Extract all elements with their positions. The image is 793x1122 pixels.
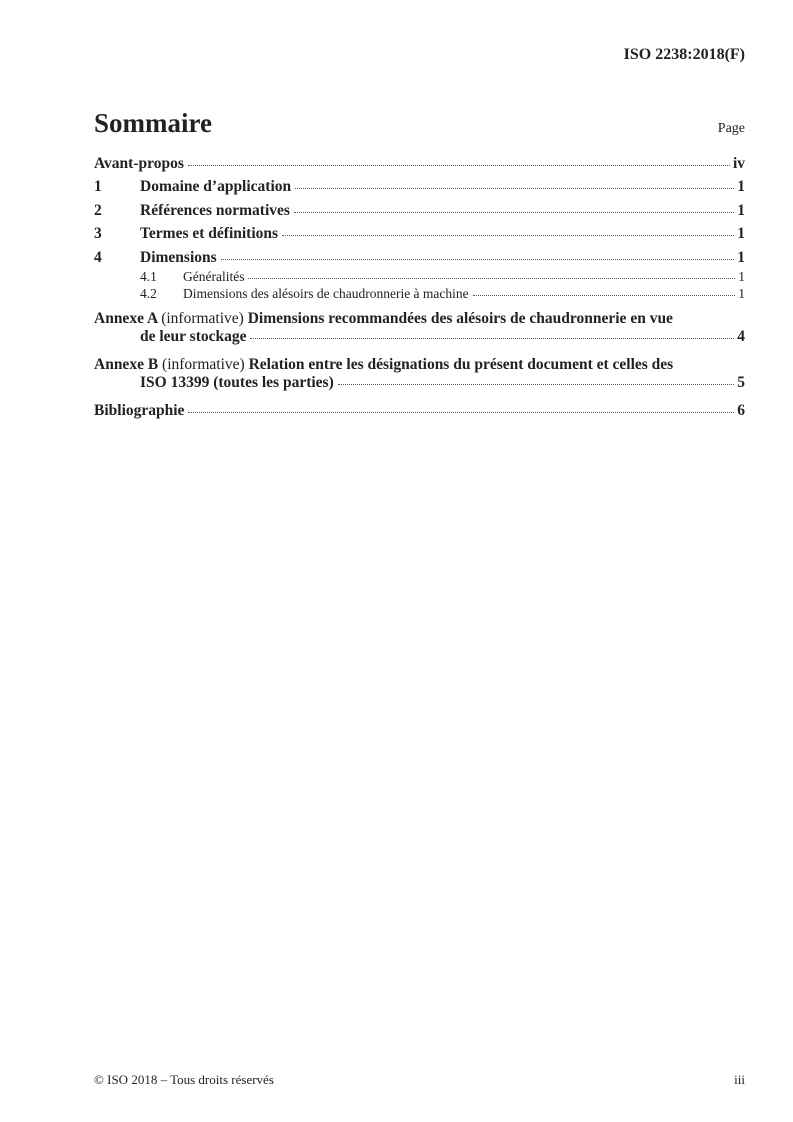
page-number: 5 — [737, 373, 745, 391]
leader-dots — [221, 259, 735, 260]
page-number: 1 — [737, 248, 745, 266]
leader-dots — [282, 235, 734, 236]
entry-title: Termes et définitions — [140, 225, 279, 243]
toc-entry-bibliographie — [94, 401, 745, 420]
page-number: 1 — [737, 201, 745, 219]
annexe-prefix: Annexe A — [94, 310, 162, 328]
footer-copyright: © ISO 2018 – Tous droits réservés — [94, 1072, 274, 1087]
entry-title: Dimensions — [140, 248, 217, 266]
page-number: 1 — [738, 268, 745, 284]
annexe-qualifier: (informative) — [161, 310, 248, 328]
toc-subentry-4-2 — [94, 286, 745, 301]
toc-entry-4 — [94, 248, 745, 267]
page-number: 6 — [737, 402, 745, 420]
leader-dots — [250, 338, 734, 339]
leader-dots — [338, 384, 735, 385]
toc-entry-1 — [94, 177, 745, 196]
annexe-title-line2 — [94, 328, 745, 346]
entry-title: Dimensions des alésoirs de chaudronnerie à machine — [183, 285, 469, 301]
leader-dots — [188, 165, 730, 166]
toc-entries — [94, 154, 745, 421]
toc-header — [94, 108, 745, 139]
leader-dots — [188, 412, 734, 413]
entry-title: Domaine d’application — [140, 178, 292, 196]
footer-page-number: iii — [734, 1072, 745, 1087]
entry-number: 2 — [94, 201, 102, 219]
annexe-prefix: Annexe B — [94, 355, 163, 373]
leader-dots — [248, 278, 735, 279]
annexe-qualifier: (informative) — [162, 355, 249, 373]
page-number: iv — [732, 155, 745, 172]
annexe-title-line1 — [94, 310, 745, 328]
entry-number: 4.1 — [140, 268, 157, 284]
annexe-title: Dimensions recommandées des alésoirs de chaudronnerie en vue — [247, 310, 673, 328]
annexe-title-line2 — [94, 374, 745, 392]
toc-entry-avant-propos — [94, 154, 745, 173]
entry-number: 4 — [94, 248, 102, 266]
page-number: 4 — [737, 328, 745, 346]
toc-entry-annexe-b — [94, 356, 745, 393]
page-number: 1 — [738, 285, 745, 301]
page-content — [94, 0, 745, 421]
entry-title: Bibliographie — [94, 402, 185, 420]
toc-entry-2 — [94, 201, 745, 220]
page-number: 1 — [737, 225, 745, 243]
toc-entry-3 — [94, 224, 745, 243]
entry-number: 1 — [94, 178, 102, 196]
annexe-title-line1 — [94, 356, 745, 374]
entry-title: Généralités — [183, 268, 245, 284]
annexe-title: Relation entre les désignations du présent document et celles des — [248, 355, 674, 373]
annexe-title-continued: de leur stockage — [140, 328, 247, 346]
doc-reference: ISO 2238:2018(F) — [623, 46, 745, 63]
page-column-label: Page — [717, 121, 745, 136]
leader-dots — [294, 212, 734, 213]
page-number: 1 — [737, 178, 745, 196]
entry-title: Références normatives — [140, 201, 290, 219]
annexe-title-continued: ISO 13399 (toutes les parties) — [140, 373, 334, 391]
toc-subentry-4-1 — [94, 269, 745, 284]
leader-dots — [295, 188, 734, 189]
entry-title: Avant-propos — [94, 155, 184, 172]
toc-entry-annexe-a — [94, 310, 745, 347]
page-footer — [94, 1072, 745, 1088]
toc-title: Sommaire — [94, 108, 212, 138]
entry-number: 3 — [94, 225, 102, 243]
entry-number: 4.2 — [140, 285, 157, 301]
leader-dots — [473, 295, 736, 296]
